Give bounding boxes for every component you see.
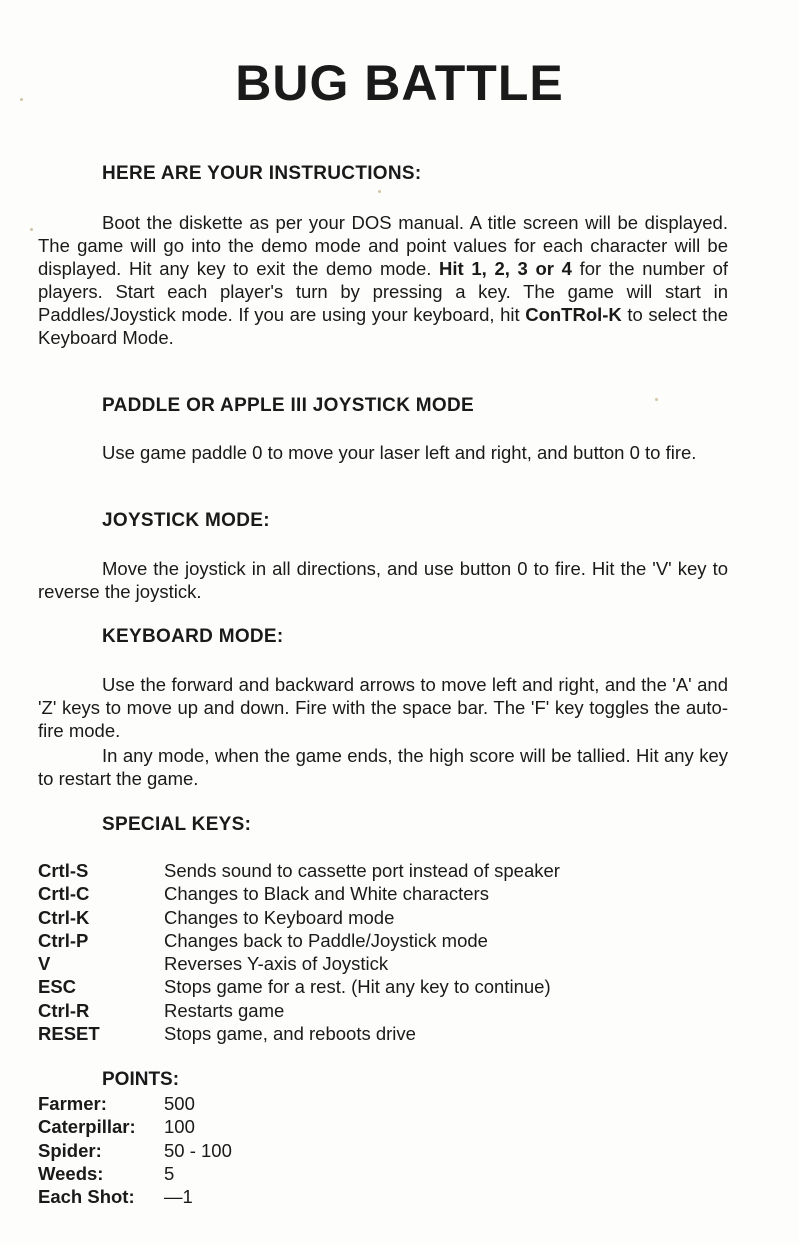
list-item [38,882,560,905]
instructions-text-a: Boot the diskette as per your DOS manual. A title screen will be displayed. The game will go into the demo mode and point values for each character will be displayed. Hit any key to exit the demo mode. [38,212,728,279]
point-value: 5 [164,1162,175,1184]
list-item [38,1162,232,1185]
points-list [38,1092,232,1208]
keyboard-heading: KEYBOARD MODE: [102,626,284,647]
keyboard-text: Use the forward and backward arrows to move left and right, and the 'A' and 'Z' keys to move up and down. Fire with the space bar. The 'F' key toggles the auto-fire mode. [38,674,728,741]
point-value: 100 [164,1116,195,1138]
key-description: Changes to Keyboard mode [164,906,395,928]
point-target: Weeds: [38,1162,104,1184]
key-description: Stops game for a rest. (Hit any key to continue) [164,976,551,998]
joystick-text: Move the joystick in all directions, and use button 0 to fire. Hit the 'V' key to reverse the joystick. [38,558,728,602]
key-name: Crtl-S [38,860,89,881]
list-item [38,906,560,929]
control-k-text: ConTRol-K [525,304,622,325]
instructions-text-e: to select the Keyboard Mode. [38,304,728,348]
joystick-heading: JOYSTICK MODE: [102,510,270,531]
game-end-text: In any mode, when the game ends, the high score will be tallied. Hit any key to restart the game. [38,745,728,789]
key-description: Restarts game [164,999,285,1021]
key-description: Sends sound to cassette port instead of speaker [164,860,560,881]
list-item [38,1092,232,1115]
list-item [38,1185,232,1208]
point-target: Each Shot: [38,1186,135,1208]
point-value: 50 - 100 [164,1139,232,1161]
instructions-text-c: for the number of players. Start each player's turn by pressing a key. The game will start in Paddles/Joystick mode. If you are using your keyboard, hit [38,258,728,325]
list-item [38,1022,560,1045]
point-target: Spider: [38,1139,102,1161]
instructions-heading: HERE ARE YOUR INSTRUCTIONS: [102,163,422,184]
point-target: Farmer: [38,1093,107,1114]
point-value: 500 [164,1093,195,1114]
game-end-paragraph [38,744,728,790]
list-item [38,859,560,882]
paper-speck [30,228,33,231]
list-item [38,1139,232,1162]
key-name: Ctrl-P [38,929,89,951]
paper-speck [20,98,23,101]
key-name: Ctrl-R [38,999,90,1021]
paper-speck [655,398,658,401]
keyboard-paragraph [38,673,728,742]
paddle-text: Use game paddle 0 to move your laser left and right, and button 0 to fire. [102,442,697,463]
key-name: Ctrl-K [38,906,90,928]
special-keys-heading: SPECIAL KEYS: [102,814,252,835]
point-value: —1 [164,1186,193,1208]
list-item [38,952,560,975]
key-description: Changes to Black and White characters [164,883,489,905]
key-name: Crtl-C [38,883,90,905]
key-name: RESET [38,1023,100,1045]
page-title: BUG BATTLE [235,55,564,111]
key-description: Stops game, and reboots drive [164,1023,416,1045]
key-description: Changes back to Paddle/Joystick mode [164,929,488,951]
key-description: Reverses Y-axis of Joystick [164,953,389,975]
paddle-heading: PADDLE OR APPLE III JOYSTICK MODE [102,395,474,416]
list-item [38,975,560,998]
points-heading: POINTS: [102,1069,180,1090]
list-item [38,929,560,952]
key-name: V [38,953,51,975]
joystick-paragraph [38,557,728,603]
list-item [38,1115,232,1138]
special-keys-list [38,859,560,1045]
point-target: Caterpillar: [38,1116,136,1138]
players-keys-text: Hit 1, 2, 3 or 4 [439,258,572,279]
list-item [38,999,560,1022]
instructions-paragraph [38,211,728,349]
paper-speck [378,190,381,193]
key-name: ESC [38,976,77,998]
paddle-paragraph [38,441,728,464]
